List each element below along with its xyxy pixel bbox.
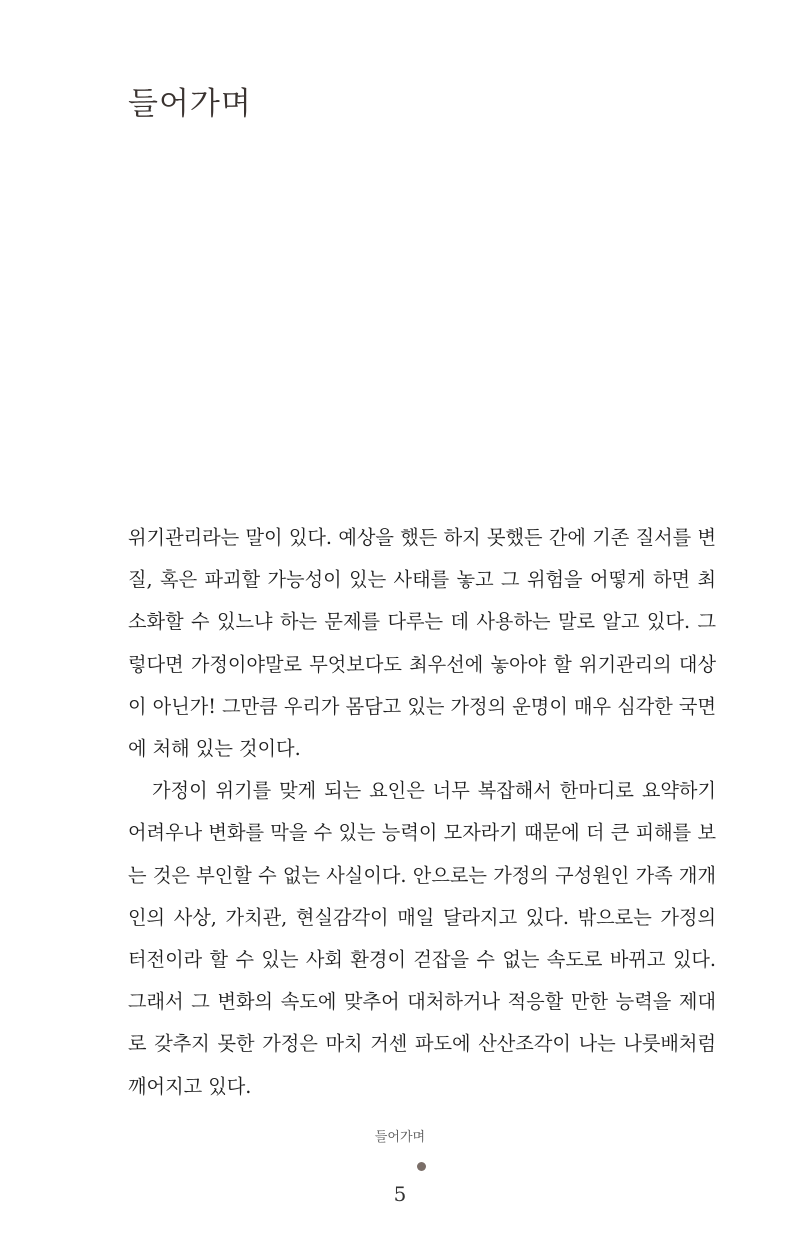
paragraph-2: 가정이 위기를 맞게 되는 요인은 너무 복잡해서 한마디로 요약하기 어려우나 변화를 막을 수 있는 능력이 모자라기 때문에 더 큰 피해를 보는 것은 부인할 수 없는 사실이다. 안으로는 가정의 구성원인 가족 개개인의 사상, 가치관, 현실감각이 매일 달라지고 있다. 밖으로는 가정의 터전이라 할 수 있는 사회 환경이 걷잡을 수 없는 속도로 바뀌고 있다. 그래서 그 변화의 속도에 맞추어 대처하거나 적응할 만한 능력을 제대로 갖추지 못한 가정은 마치 거센 파도에 산산조각이 나는 나룻배처럼 깨어지고 있다. — [128, 779, 716, 1098]
running-footer-title: 들어가며 — [374, 1130, 426, 1145]
footer-dot-ornament — [417, 1162, 426, 1171]
body-text — [128, 517, 716, 1108]
chapter-title: 들어가며 — [128, 86, 252, 122]
paragraph-1: 위기관리라는 말이 있다. 예상을 했든 하지 못했든 간에 기존 질서를 변질, 혹은 파괴할 가능성이 있는 사태를 놓고 그 위험을 어떻게 하면 최소화할 수 있느냐 하는 문제를 다루는 데 사용하는 말로 알고 있다. 그렇다면 가정이야말로 무엇보다도 최우선에 놓아야 할 위기관리의 대상이 아닌가! 그만큼 우리가 몸담고 있는 가정의 운명이 매우 심각한 국면에 처해 있는 것이다. — [128, 526, 716, 761]
page-number: 5 — [393, 1182, 407, 1206]
